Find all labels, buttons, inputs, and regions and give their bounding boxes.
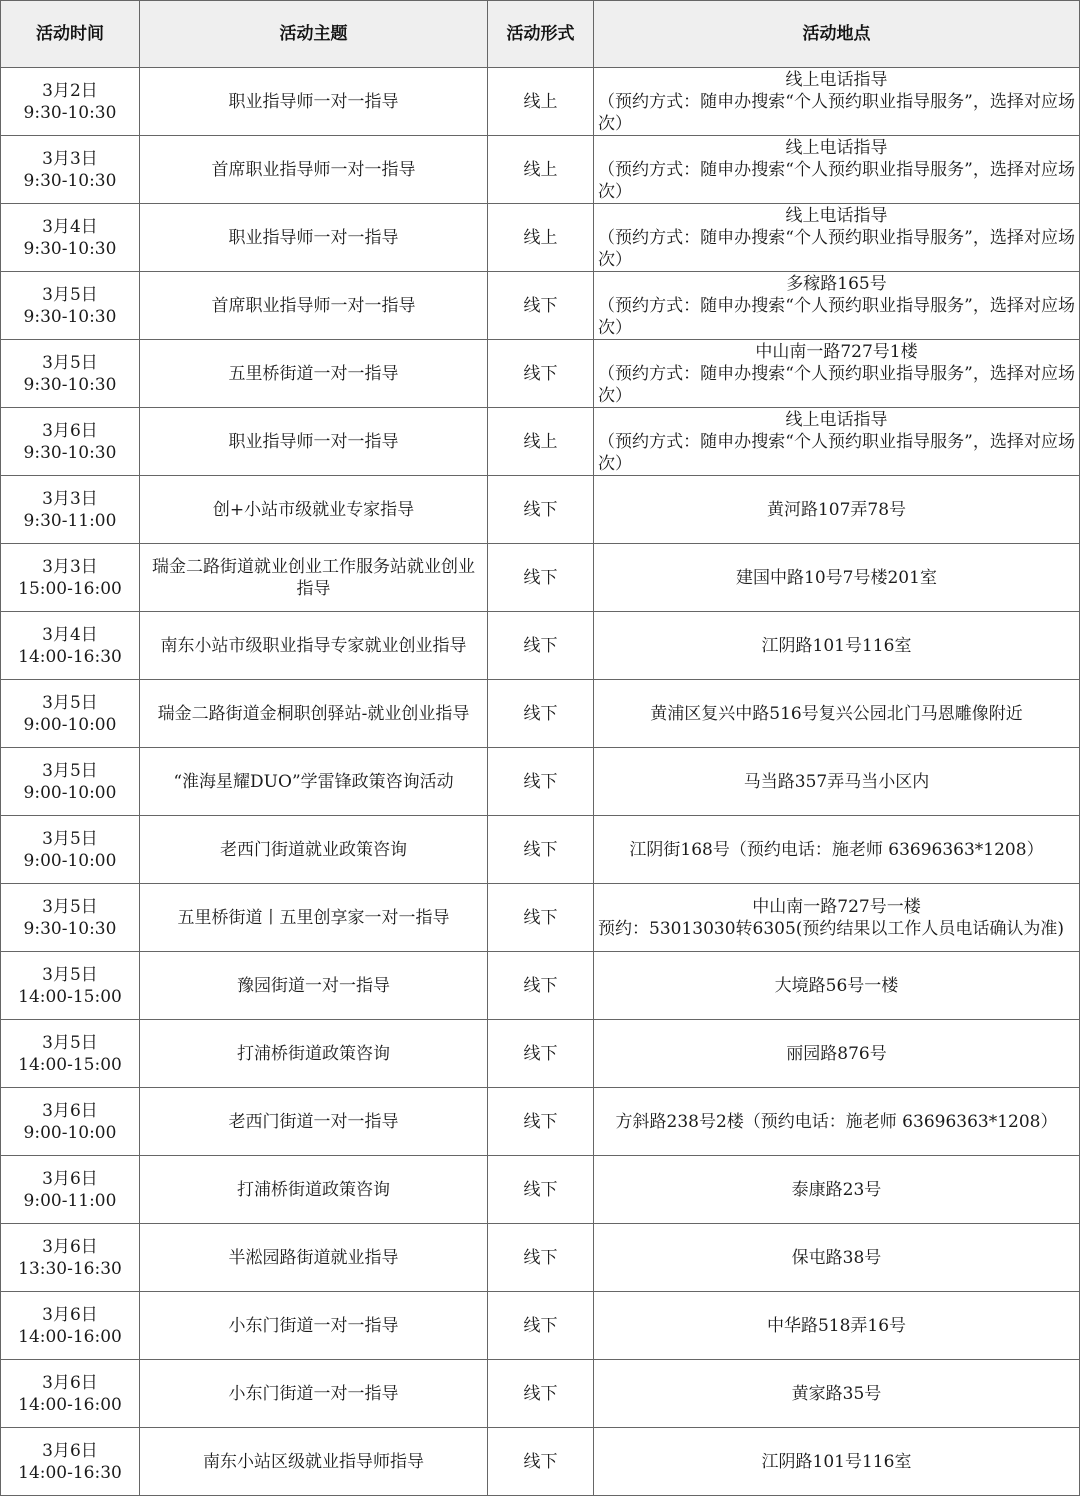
location-note: （预约方式：随申办搜索“个人预约职业指导服务”，选择对应场次）	[598, 227, 1075, 270]
activity-date: 3月4日	[42, 216, 98, 237]
activity-topic: 半淞园路街道就业指导	[228, 1247, 399, 1268]
cell-form	[488, 612, 594, 680]
activity-form: 线下	[523, 499, 558, 520]
table-row	[1, 1360, 1080, 1428]
activity-date: 3月6日	[42, 1236, 98, 1257]
cell-time	[1, 952, 140, 1020]
cell-time	[1, 1224, 140, 1292]
cell-form	[488, 816, 594, 884]
activity-date: 3月2日	[42, 80, 98, 101]
cell-form	[488, 204, 594, 272]
activity-form: 线上	[523, 431, 558, 452]
cell-form	[488, 476, 594, 544]
cell-time	[1, 272, 140, 340]
activity-form: 线下	[523, 907, 558, 928]
activity-topic: 瑞金二路街道金桐职创驿站-就业创业指导	[157, 703, 470, 724]
activity-date: 3月5日	[42, 896, 98, 917]
cell-time	[1, 612, 140, 680]
location-note: （预约方式：随申办搜索“个人预约职业指导服务”，选择对应场次）	[598, 363, 1075, 406]
cell-form	[488, 1292, 594, 1360]
table-row	[1, 68, 1080, 136]
cell-form	[488, 1224, 594, 1292]
activity-location: 保屯路38号	[791, 1247, 882, 1268]
cell-form	[488, 1020, 594, 1088]
cell-time	[1, 136, 140, 204]
cell-form	[488, 340, 594, 408]
table-row	[1, 1224, 1080, 1292]
header-topic: 活动主题	[140, 1, 488, 68]
table-row	[1, 136, 1080, 204]
cell-location	[594, 204, 1080, 272]
cell-topic	[140, 1156, 488, 1224]
activity-form: 线下	[523, 1247, 558, 1268]
activity-hours: 9:30-10:30	[23, 102, 117, 123]
cell-time	[1, 68, 140, 136]
table-row	[1, 408, 1080, 476]
activity-topic: “淮海星耀DUO”学雷锋政策咨询活动	[173, 771, 454, 792]
activity-date: 3月5日	[42, 1032, 98, 1053]
activity-hours: 9:30-10:30	[23, 442, 117, 463]
cell-location	[594, 272, 1080, 340]
cell-form	[488, 680, 594, 748]
activity-location: 泰康路23号	[791, 1179, 882, 1200]
activity-location: 丽园路876号	[786, 1043, 887, 1064]
activity-date: 3月5日	[42, 284, 98, 305]
cell-time	[1, 1428, 140, 1496]
activity-hours: 14:00-16:00	[18, 1394, 122, 1415]
cell-location	[594, 1088, 1080, 1156]
activity-location: 线上电话指导	[785, 137, 888, 158]
activity-form: 线下	[523, 1179, 558, 1200]
activity-topic: 小东门街道一对一指导	[228, 1383, 399, 1404]
cell-location	[594, 1156, 1080, 1224]
cell-form	[488, 884, 594, 952]
cell-time	[1, 884, 140, 952]
activity-hours: 9:30-10:30	[23, 374, 117, 395]
table-row	[1, 204, 1080, 272]
activity-hours: 14:00-15:00	[18, 1054, 122, 1075]
table-row	[1, 680, 1080, 748]
activity-date: 3月5日	[42, 692, 98, 713]
table-row	[1, 952, 1080, 1020]
activity-form: 线下	[523, 839, 558, 860]
cell-topic	[140, 544, 488, 612]
cell-location	[594, 680, 1080, 748]
cell-form	[488, 1428, 594, 1496]
activity-location: 马当路357弄马当小区内	[743, 771, 930, 792]
activity-form: 线下	[523, 703, 558, 724]
activity-date: 3月6日	[42, 420, 98, 441]
cell-topic	[140, 408, 488, 476]
activity-location: 江阴路101号116室	[761, 635, 912, 656]
header-time: 活动时间	[1, 1, 140, 68]
cell-location	[594, 612, 1080, 680]
activity-location: 线上电话指导	[785, 205, 888, 226]
cell-topic	[140, 1292, 488, 1360]
cell-location	[594, 884, 1080, 952]
table-header-row	[1, 1, 1080, 68]
cell-topic	[140, 884, 488, 952]
activity-topic: 豫园街道一对一指导	[237, 975, 390, 996]
cell-time	[1, 680, 140, 748]
table-row	[1, 272, 1080, 340]
cell-topic	[140, 272, 488, 340]
cell-location	[594, 408, 1080, 476]
activity-topic: 南东小站区级就业指导师指导	[203, 1451, 424, 1472]
cell-location	[594, 1360, 1080, 1428]
activity-topic: 职业指导师一对一指导	[228, 431, 399, 452]
cell-location	[594, 1224, 1080, 1292]
activity-topic: 瑞金二路街道就业创业工作服务站就业创业指导	[152, 556, 475, 599]
cell-topic	[140, 1428, 488, 1496]
cell-location	[594, 748, 1080, 816]
location-note: 预约：53013030转6305(预约结果以工作人员电话确认为准)	[598, 918, 1065, 939]
location-note: （预约方式：随申办搜索“个人预约职业指导服务”，选择对应场次）	[598, 295, 1075, 338]
activity-date: 3月6日	[42, 1304, 98, 1325]
header-location: 活动地点	[594, 1, 1080, 68]
table-row	[1, 340, 1080, 408]
cell-location	[594, 1428, 1080, 1496]
activity-date: 3月5日	[42, 352, 98, 373]
cell-time	[1, 408, 140, 476]
table-row	[1, 1428, 1080, 1496]
cell-form	[488, 1360, 594, 1428]
cell-time	[1, 1020, 140, 1088]
cell-time	[1, 476, 140, 544]
cell-location	[594, 136, 1080, 204]
activity-form: 线下	[523, 635, 558, 656]
cell-form	[488, 1156, 594, 1224]
cell-location	[594, 1292, 1080, 1360]
activity-date: 3月6日	[42, 1100, 98, 1121]
activity-location: 线上电话指导	[785, 69, 888, 90]
cell-topic	[140, 1020, 488, 1088]
activity-location: 中山南一路727号1楼	[755, 341, 918, 362]
cell-topic	[140, 612, 488, 680]
activity-form: 线下	[523, 363, 558, 384]
activity-hours: 9:00-10:00	[23, 782, 117, 803]
activity-hours: 14:00-15:00	[18, 986, 122, 1007]
table-row	[1, 1292, 1080, 1360]
location-note: （预约方式：随申办搜索“个人预约职业指导服务”，选择对应场次）	[598, 91, 1075, 134]
cell-form	[488, 136, 594, 204]
activity-location: 建国中路10号7号楼201室	[736, 567, 937, 588]
cell-form	[488, 544, 594, 612]
activity-topic: 职业指导师一对一指导	[228, 91, 399, 112]
table-row	[1, 1156, 1080, 1224]
cell-location	[594, 340, 1080, 408]
activity-form: 线下	[523, 975, 558, 996]
cell-form	[488, 1088, 594, 1156]
location-note: （预约方式：随申办搜索“个人预约职业指导服务”，选择对应场次）	[598, 431, 1075, 474]
activity-topic: 老西门街道就业政策咨询	[220, 839, 407, 860]
activity-date: 3月5日	[42, 828, 98, 849]
activity-location: 中山南一路727号一楼	[752, 896, 921, 917]
cell-topic	[140, 204, 488, 272]
cell-location	[594, 68, 1080, 136]
activity-form: 线上	[523, 159, 558, 180]
activity-hours: 9:00-11:00	[23, 1190, 117, 1211]
activity-date: 3月6日	[42, 1440, 98, 1461]
activity-location: 多稼路165号	[786, 273, 887, 294]
cell-form	[488, 68, 594, 136]
activity-hours: 15:00-16:00	[18, 578, 122, 599]
activity-form: 线上	[523, 91, 558, 112]
table-row	[1, 544, 1080, 612]
activity-form: 线上	[523, 227, 558, 248]
activity-location: 江阴街168号（预约电话：施老师 63696363*1208）	[629, 839, 1044, 860]
header-form: 活动形式	[488, 1, 594, 68]
cell-topic	[140, 748, 488, 816]
table-row	[1, 748, 1080, 816]
cell-location	[594, 952, 1080, 1020]
activity-form: 线下	[523, 1451, 558, 1472]
cell-topic	[140, 1088, 488, 1156]
cell-time	[1, 204, 140, 272]
activity-topic: 南东小站市级职业指导专家就业创业指导	[160, 635, 467, 656]
cell-form	[488, 748, 594, 816]
cell-time	[1, 1292, 140, 1360]
activity-date: 3月5日	[42, 964, 98, 985]
table-row	[1, 1020, 1080, 1088]
activity-form: 线下	[523, 1383, 558, 1404]
activity-topic: 五里桥街道一对一指导	[228, 363, 399, 384]
location-note: （预约方式：随申办搜索“个人预约职业指导服务”，选择对应场次）	[598, 159, 1075, 202]
cell-location	[594, 1020, 1080, 1088]
table-row	[1, 884, 1080, 952]
activity-location: 方斜路238号2楼（预约电话：施老师 63696363*1208）	[615, 1111, 1058, 1132]
activity-topic: 职业指导师一对一指导	[228, 227, 399, 248]
activity-hours: 14:00-16:00	[18, 1326, 122, 1347]
activity-location: 线上电话指导	[785, 409, 888, 430]
table-row	[1, 612, 1080, 680]
cell-form	[488, 952, 594, 1020]
cell-time	[1, 544, 140, 612]
activity-location: 黄浦区复兴中路516号复兴公园北门马恩雕像附近	[650, 703, 1023, 724]
activity-hours: 14:00-16:30	[18, 646, 122, 667]
cell-time	[1, 1360, 140, 1428]
cell-topic	[140, 68, 488, 136]
cell-topic	[140, 1224, 488, 1292]
activity-date: 3月4日	[42, 624, 98, 645]
cell-time	[1, 340, 140, 408]
activity-topic: 老西门街道一对一指导	[228, 1111, 399, 1132]
activity-location: 中华路518弄16号	[766, 1315, 907, 1336]
activity-topic: 首席职业指导师一对一指导	[211, 159, 416, 180]
cell-topic	[140, 680, 488, 748]
activity-hours: 13:30-16:30	[18, 1258, 122, 1279]
cell-form	[488, 272, 594, 340]
cell-time	[1, 1088, 140, 1156]
cell-form	[488, 408, 594, 476]
cell-time	[1, 816, 140, 884]
activity-location: 江阴路101号116室	[761, 1451, 912, 1472]
cell-location	[594, 544, 1080, 612]
activity-date: 3月3日	[42, 488, 98, 509]
activity-location: 黄河路107弄78号	[766, 499, 907, 520]
activity-form: 线下	[523, 1043, 558, 1064]
activity-topic: 五里桥街道丨五里创享家一对一指导	[177, 907, 450, 928]
activity-date: 3月3日	[42, 556, 98, 577]
activity-hours: 9:00-10:00	[23, 850, 117, 871]
activity-form: 线下	[523, 1315, 558, 1336]
cell-time	[1, 1156, 140, 1224]
activity-date: 3月5日	[42, 760, 98, 781]
activity-hours: 9:30-10:30	[23, 170, 117, 191]
activity-hours: 9:30-10:30	[23, 306, 117, 327]
activity-form: 线下	[523, 1111, 558, 1132]
cell-topic	[140, 136, 488, 204]
activity-hours: 9:00-10:00	[23, 1122, 117, 1143]
cell-topic	[140, 952, 488, 1020]
cell-topic	[140, 340, 488, 408]
activity-location: 大境路56号一楼	[774, 975, 899, 996]
activity-date: 3月6日	[42, 1168, 98, 1189]
cell-location	[594, 816, 1080, 884]
activity-form: 线下	[523, 295, 558, 316]
activity-hours: 9:30-10:30	[23, 918, 117, 939]
activity-hours: 9:30-10:30	[23, 238, 117, 259]
table-row	[1, 1088, 1080, 1156]
cell-location	[594, 476, 1080, 544]
table-row	[1, 476, 1080, 544]
cell-topic	[140, 816, 488, 884]
activity-form: 线下	[523, 567, 558, 588]
cell-topic	[140, 476, 488, 544]
activity-hours: 14:00-16:30	[18, 1462, 122, 1483]
activity-date: 3月3日	[42, 148, 98, 169]
activity-hours: 9:00-10:00	[23, 714, 117, 735]
table-row	[1, 816, 1080, 884]
activity-date: 3月6日	[42, 1372, 98, 1393]
cell-topic	[140, 1360, 488, 1428]
activity-topic: 创+小站市级就业专家指导	[212, 499, 415, 520]
activity-topic: 打浦桥街道政策咨询	[237, 1179, 390, 1200]
activity-form: 线下	[523, 771, 558, 792]
activity-topic: 首席职业指导师一对一指导	[211, 295, 416, 316]
cell-time	[1, 748, 140, 816]
activity-location: 黄家路35号	[791, 1383, 882, 1404]
activity-topic: 小东门街道一对一指导	[228, 1315, 399, 1336]
activity-hours: 9:30-11:00	[23, 510, 117, 531]
activity-topic: 打浦桥街道政策咨询	[237, 1043, 390, 1064]
